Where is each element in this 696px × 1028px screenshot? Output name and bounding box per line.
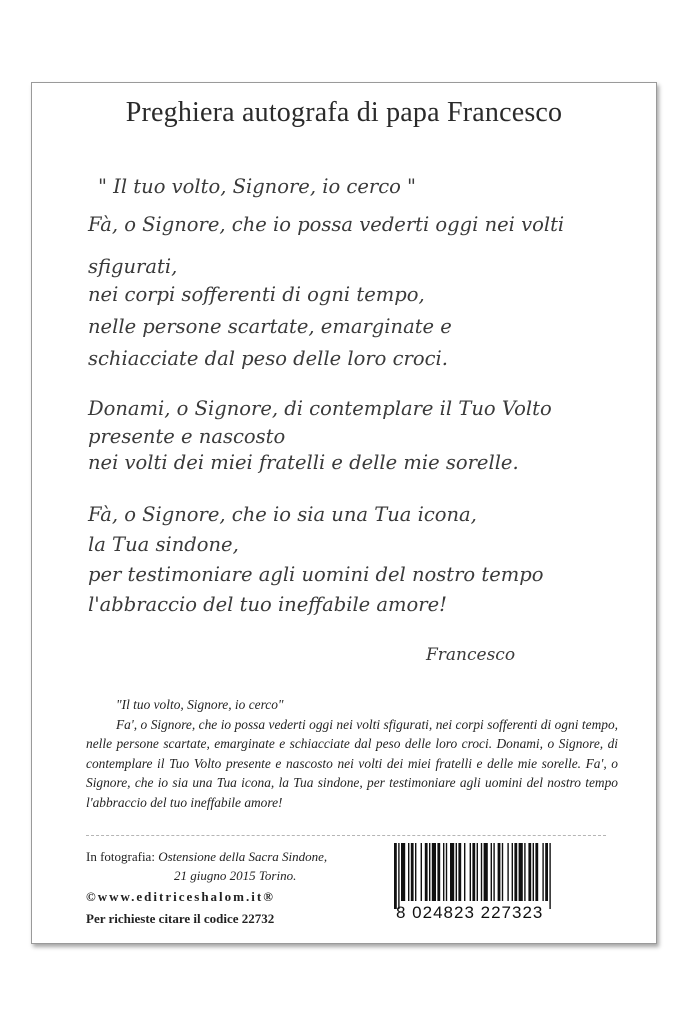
handwritten-line: l'abbraccio del tuo ineffabile amore! (88, 593, 447, 616)
handwritten-line: Fà, o Signore, che io sia una Tua icona, (88, 503, 477, 526)
handwritten-line: sfigurati, (88, 255, 178, 278)
prayer-card (31, 82, 657, 944)
photo-label: In fotografia: (86, 849, 155, 864)
handwritten-line: nelle persone scartate, emarginate e (88, 315, 452, 338)
signature: Francesco (426, 645, 516, 665)
handwritten-line: la Tua sindone, (88, 533, 239, 556)
handwritten-line: nei corpi sofferenti di ogni tempo, (88, 283, 425, 306)
handwritten-line: schiacciate dal peso delle loro croci. (88, 347, 448, 370)
barcode-number: 8 024823 227323 (396, 903, 544, 922)
transcription-heading: "Il tuo volto, Signore, io cerco" (116, 697, 284, 712)
handwritten-line: per testimoniare agli uomini del nostro tempo (88, 563, 544, 586)
photo-caption-date: 21 giugno 2015 Torino. (174, 868, 297, 883)
transcription-body: Fa', o Signore, che io possa vederti oggi nei volti sfigurati, nei corpi sofferenti di ogni tempo, nelle persone scartate, emarginate e schiacciate dal peso delle loro croci. Donami, o Signore, di contemplare il Tuo Volto presente e nascosto nei volti dei miei fratelli e delle mie sorelle. Fa', o Signore, che io sia una Tua icona, la Tua sindone, per testimoniare agli uomini del nostro tempo l'abbraccio del tuo ineffabile amore! (86, 716, 618, 810)
handwritten-line: Fà, o Signore, che io possa vederti oggi nei volti (88, 213, 565, 236)
handwritten-line: presente e nascosto (88, 425, 286, 448)
page-title: Preghiera autografa di papa Francesco (125, 97, 563, 128)
product-code: Per richieste citare il codice 22732 (86, 911, 275, 926)
handwritten-line: Donami, o Signore, di contemplare il Tuo Volto (88, 397, 552, 420)
website-link[interactable]: ©www.editriceshalom.it® (86, 889, 275, 904)
handwritten-line: nei volti dei miei fratelli e delle mie sorelle. (88, 451, 519, 474)
handwritten-line: " Il tuo volto, Signore, io cerco " (98, 175, 417, 198)
photo-caption: Ostensione della Sacra Sindone, (158, 849, 328, 864)
divider (86, 835, 606, 836)
prayer-transcription (86, 695, 618, 813)
